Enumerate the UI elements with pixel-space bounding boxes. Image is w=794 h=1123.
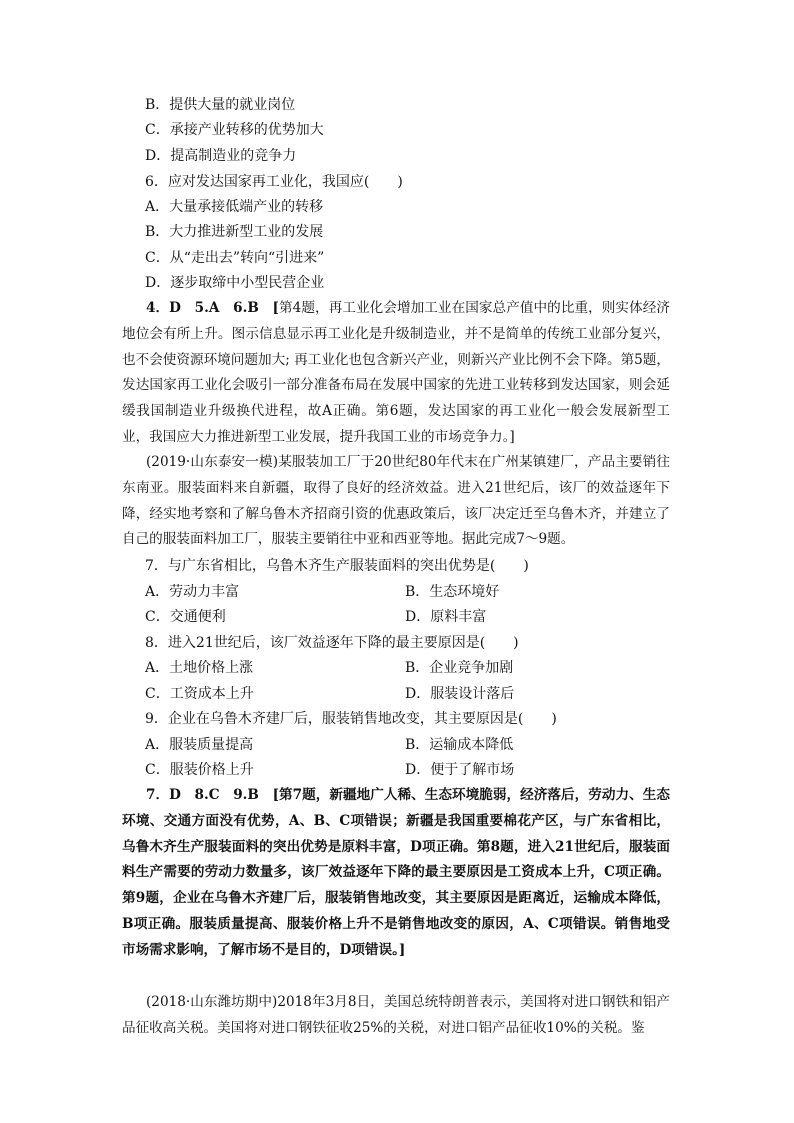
q6-option-c: C．从“走出去”转向“引进来” <box>145 250 325 266</box>
question-6-stem: 6．应对发达国家再工业化，我国应( ) <box>145 174 403 190</box>
q6-option-b: B．大力推进新型工业的发展 <box>145 224 324 240</box>
q7-option-b: B．生态环境好 <box>405 584 500 600</box>
question-9-stem: 9．企业在乌鲁木齐建厂后，服装销售地改变，其主要原因是( ) <box>145 711 557 727</box>
answer-4-6 <box>122 296 670 451</box>
passage-7-9: (2019·山东泰安一模)某服装加工厂于20世纪80年代末在广州某镇建厂，产品主要销往东南亚。服装面料来自新疆，取得了良好的经济效益。进入21世纪后，该厂的效益逐年下降，经实地考察和了解乌鲁木齐招商引资的优惠政策后，该厂决定迁至乌鲁木齐，并建立了自己的服装面料加工厂，服装主要销往中亚和西亚等地。据此完成7～9题。 <box>122 454 670 548</box>
answer-7-9-key: 7．D 8.C 9.B [ <box>146 787 279 803</box>
q7-option-c: C．交通便利 <box>145 609 226 625</box>
q9-option-d: D．便于了解市场 <box>405 762 515 778</box>
q9-option-c: C．服装价格上升 <box>145 762 254 778</box>
q8-option-a: A．土地价格上涨 <box>145 660 254 676</box>
passage-next: (2018·山东潍坊期中)2018年3月8日，美国总统特朗普表示，美国将对进口钢铁和铝产品征收高关税。美国将对进口钢铁征收25%的关税，对进口铝产品征收10%的关税。鉴 <box>122 994 670 1036</box>
answer-4-6-key: 4．D 5.A 6.B [ <box>146 300 279 316</box>
q8-option-b: B．企业竞争加剧 <box>405 660 514 676</box>
q8-option-d: D．服装设计落后 <box>405 686 515 702</box>
q8-option-c: C．工资成本上升 <box>145 686 254 702</box>
question-8-stem: 8．进入21世纪后，该厂效益逐年下降的最主要原因是( ) <box>145 635 519 651</box>
question-7-stem: 7．与广东省相比，乌鲁木齐生产服装面料的突出优势是( ) <box>145 558 529 574</box>
answer-4-6-explanation: 第4题，再工业化会增加工业在国家总产值中的比重，则实体经济地位会有所上升。图示信息显示再工业化是升级制造业，并不是简单的传统工业部分复兴，也不会使资源环境问题加大; 再工业化也包含新兴产业，则新兴产业比例不会下降。第5题，发达国家再工业化会吸引一部分准备布局在发展中国家的先进工业转移到发达国家，则会延缓我国制造业升级换代进程，故A正确。第6题，发达国家的再工业化一般会发展新型工业，我国应大力推进新型工业发展，提升我国工业的市场竞争力。] <box>122 300 670 445</box>
q7-option-d: D．原料丰富 <box>405 609 487 625</box>
answer-7-9-explanation: 第7题，新疆地广人稀、生态环境脆弱，经济落后，劳动力、生态环境、交通方面没有优势，A、B、C项错误；新疆是我国重要棉花产区，与广东省相比，乌鲁木齐生产服装面料的突出优势是原料丰富，D项正确。第8题，进入21世纪后，服装面料生产需要的劳动力数量多，该厂效益逐年下降的最主要原因是工资成本上升，C项正确。第9题，企业在乌鲁木齐建厂后，服装销售地改变，其主要原因是距离近，运输成本降低，B项正确。服装质量提高、服装价格上升不是销售地改变的原因，A、C项错误。销售地受市场需求影响，了解市场不是目的，D项错误。] <box>122 787 670 958</box>
q5-option-c: C．承接产业转移的优势加大 <box>145 122 324 138</box>
q6-option-a: A．大量承接低端产业的转移 <box>145 199 324 215</box>
q5-option-d: D．提高制造业的竞争力 <box>145 148 297 164</box>
q9-option-a: A．服装质量提高 <box>145 737 254 753</box>
q9-option-b: B．运输成本降低 <box>405 737 514 753</box>
q7-option-a: A．劳动力丰富 <box>145 584 240 600</box>
answer-7-9 <box>122 783 670 964</box>
q6-option-d: D．逐步取缔中小型民营企业 <box>145 275 325 291</box>
q5-option-b: B．提供大量的就业岗位 <box>145 97 296 113</box>
